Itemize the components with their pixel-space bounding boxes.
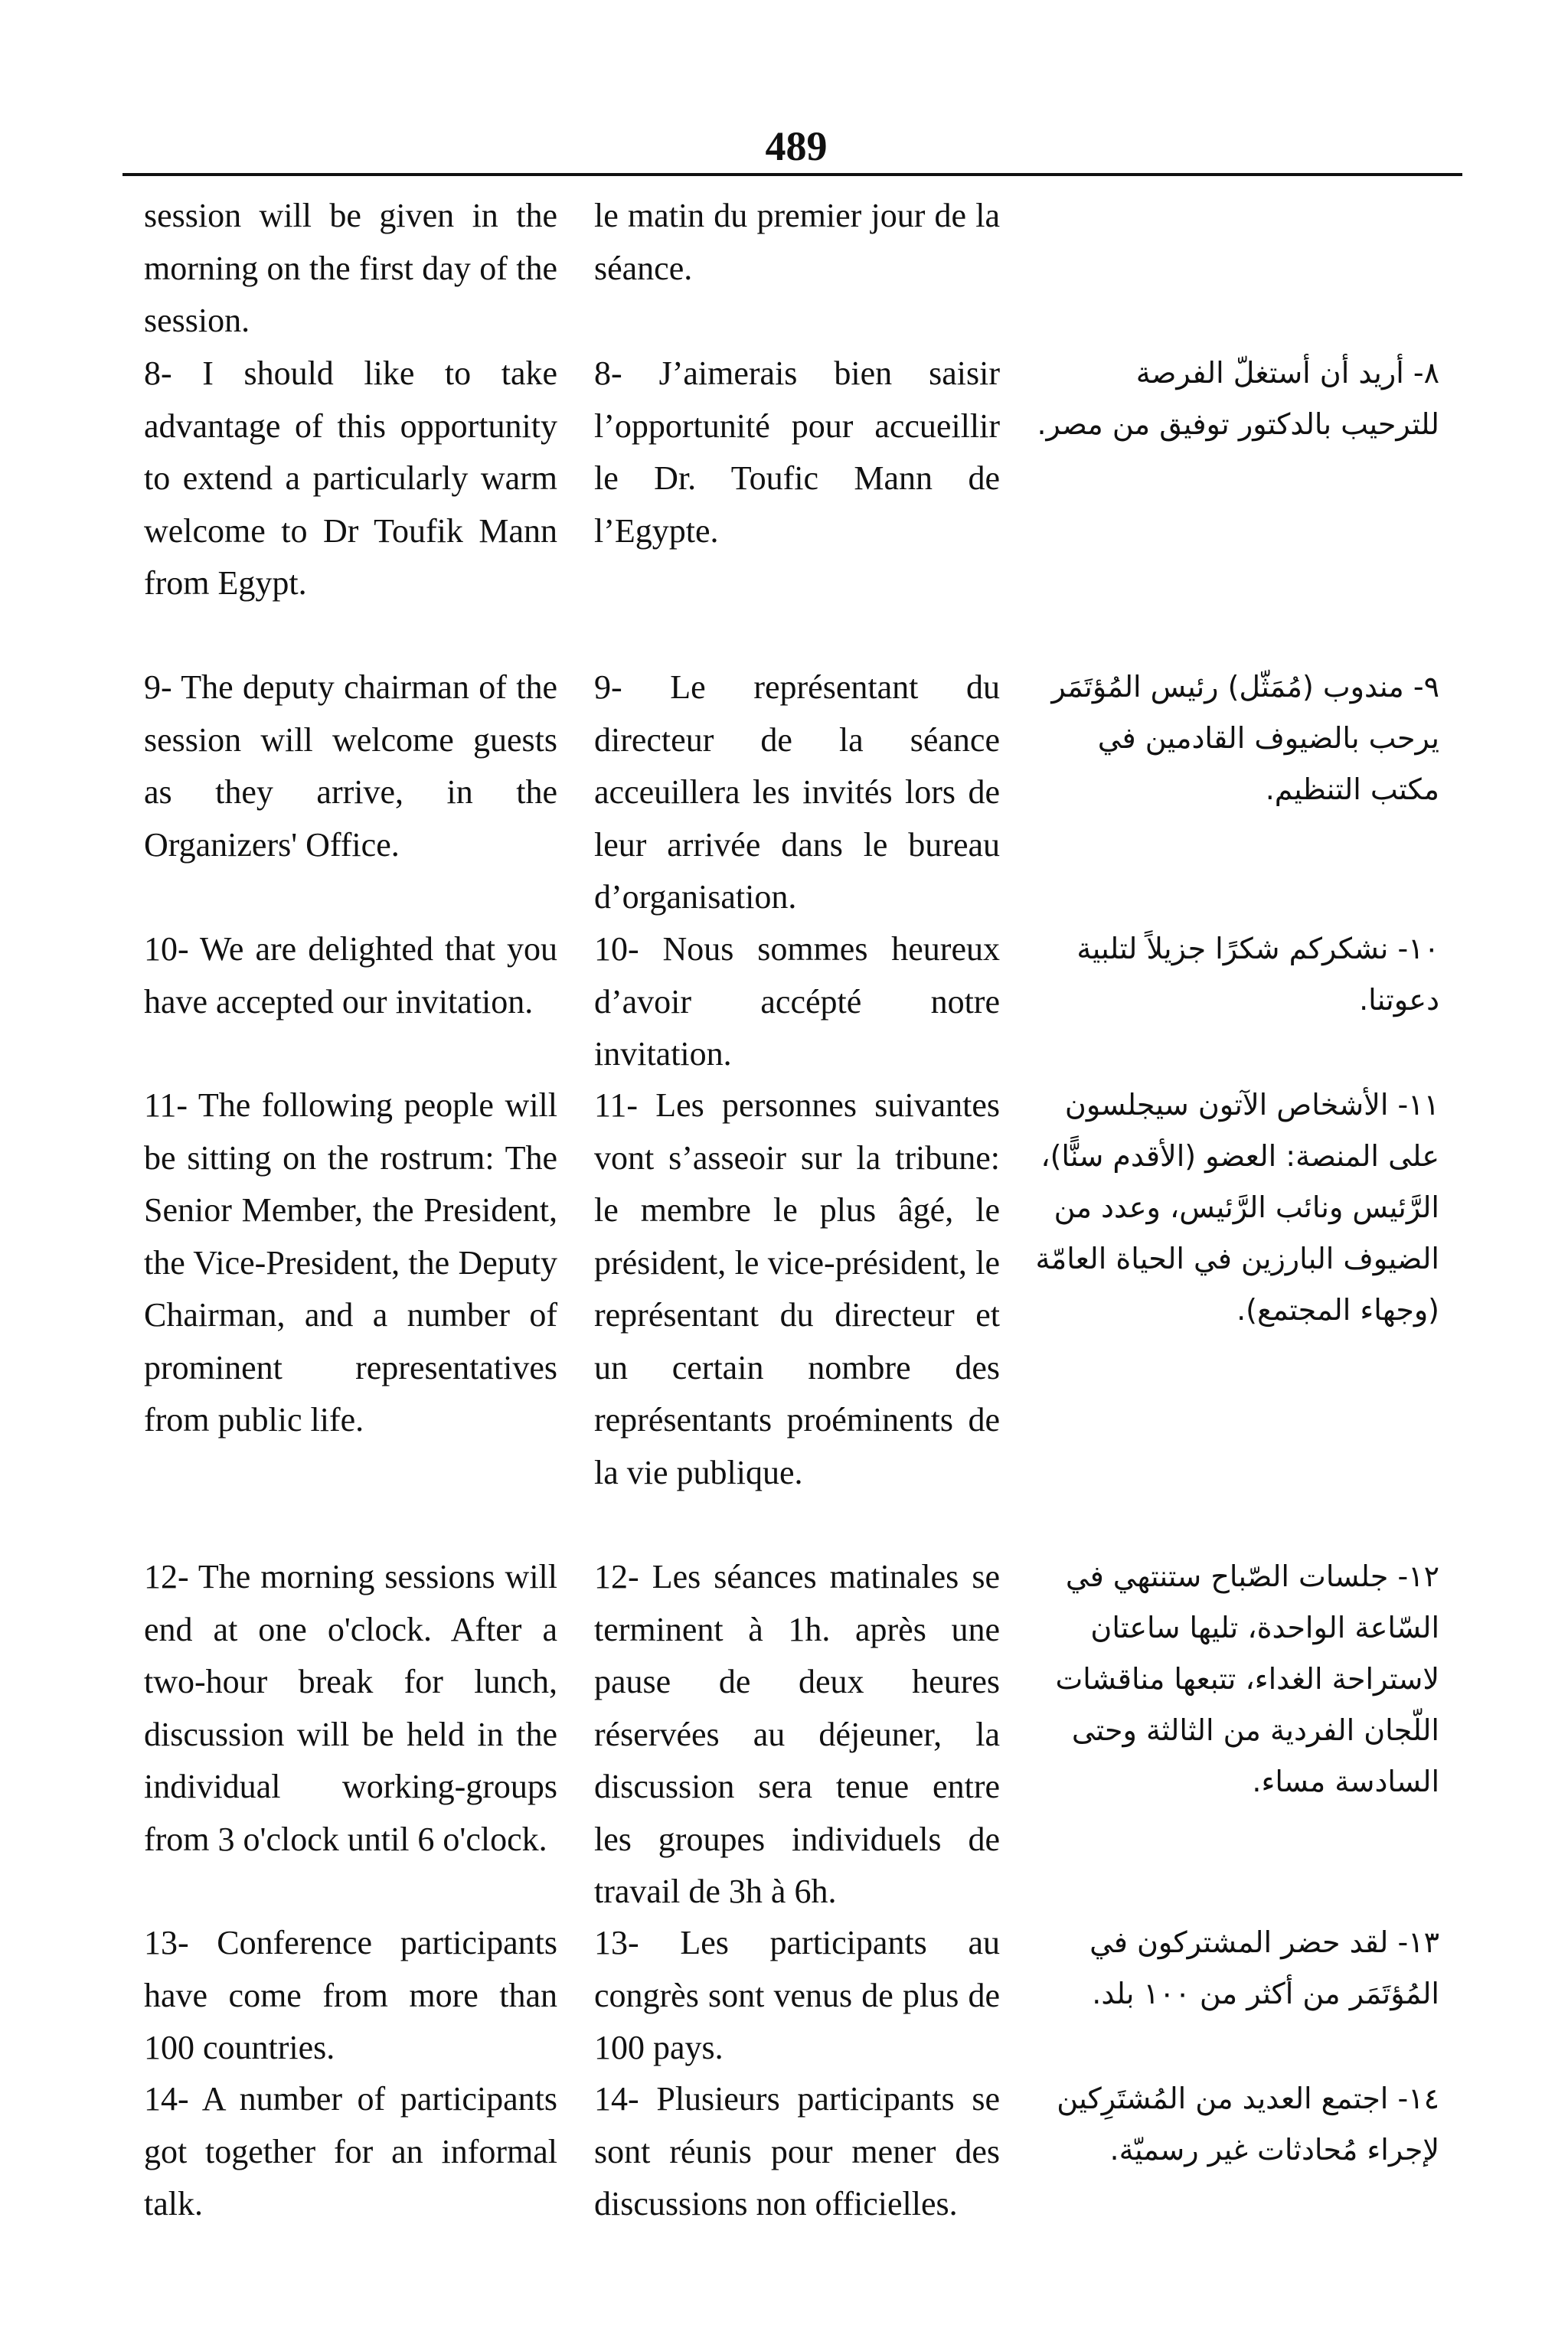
entry-english: 14- A number of participants got together for an informal talk. xyxy=(144,2080,557,2222)
entry-french: 8- J’aimerais bien saisir l’opportunité pour accueillir le Dr. Toufic Mann de l’Egypte. xyxy=(594,354,1000,550)
entry-french: 9- Le représentant du directeur de la séance acceuillera les invités lors de leur arrivée dans le bureau d’organisation. xyxy=(594,668,1000,916)
entry-english: session will be given in the morning on the first day of the session. xyxy=(144,197,557,339)
entry-arabic: ٩- مندوب (مُمَثّل) رئيس المُؤتَمَر يرحب بالضيوف القادمين في مكتب التنظيم. xyxy=(1051,670,1439,806)
entry-english: 11- The following people will be sitting on the rostrum: The Senior Member, the President, the Vice-President, the Deputy Chairman, and a number of prominent representatives from public life. xyxy=(144,1086,557,1439)
entry-french: 13- Les participants au congrès sont venus de plus de 100 pays. xyxy=(594,1924,1000,2066)
entry-english: 10- We are delighted that you have accepted our invitation. xyxy=(144,930,557,1021)
entry-arabic: ١١- الأشخاص الآتون سيجلسون على المنصة: العضو (الأقدم سنًّا)، الرَّئيس ونائب الرَّئيس، وعدد من الضيوف البارزين في الحياة العامّة (وجهاء المجتمع). xyxy=(1035,1088,1439,1327)
entry-french: 10- Nous sommes heureux d’avoir accépté notre invitation. xyxy=(594,930,1000,1073)
entry-french: 14- Plusieurs participants se sont réunis pour mener des discussions non officielles. xyxy=(594,2080,1000,2222)
entry-arabic: ١٠- نشكركم شكرًا جزيلاً لتلبية دعوتنا. xyxy=(1076,932,1439,1017)
entry-arabic: ١٢- جلسات الصّباح ستنتهي في السّاعة الواحدة، تليها ساعتان لاستراحة الغداء، تتبعها مناقشات اللّجان الفردية من الثالثة وحتى السادسة مساء. xyxy=(1055,1559,1439,1798)
entry-arabic: ١٣- لقد حضر المشتركون في المُؤتَمَر من أكثر من ١٠٠ بلد. xyxy=(1089,1925,1439,2010)
header-rule xyxy=(122,173,1462,176)
entry-english: 12- The morning sessions will end at one o'clock. After a two-hour break for lunch, discussion will be held in the individual working-groups from 3 o'clock until 6 o'clock. xyxy=(144,1558,557,1858)
entry-arabic: ١٤- اجتمع العديد من المُشتَرِكين لإجراء مُحادثات غير رسميّة. xyxy=(1057,2082,1439,2167)
entry-arabic: ٨- أريد أن أستغلّ الفرصة للترحيب بالدكتور توفيق من مصر. xyxy=(1037,356,1439,441)
page-number: 489 xyxy=(765,123,828,169)
entry-french: 12- Les séances matinales se terminent à 1h. après une pause de deux heures réservées au déjeuner, la discussion sera tenue entre les groupes individuels de travail de 3h à 6h. xyxy=(594,1558,1000,1910)
entry-english: 13- Conference participants have come from more than 100 countries. xyxy=(144,1924,557,2066)
entry-english: 9- The deputy chairman of the session will welcome guests as they arrive, in the Organizers' Office. xyxy=(144,668,557,864)
entry-french: 11- Les personnes suivantes vont s’asseoir sur la tribune: le membre le plus âgé, le président, le vice-président, le représentant du directeur et un certain nombre des représentants proéminents de la vie publique. xyxy=(594,1086,1000,1491)
entry-english: 8- I should like to take advantage of this opportunity to extend a particularly warm welcome to Dr Toufik Mann from Egypt. xyxy=(144,354,557,602)
entry-french: le matin du premier jour de la séance. xyxy=(594,197,1000,287)
